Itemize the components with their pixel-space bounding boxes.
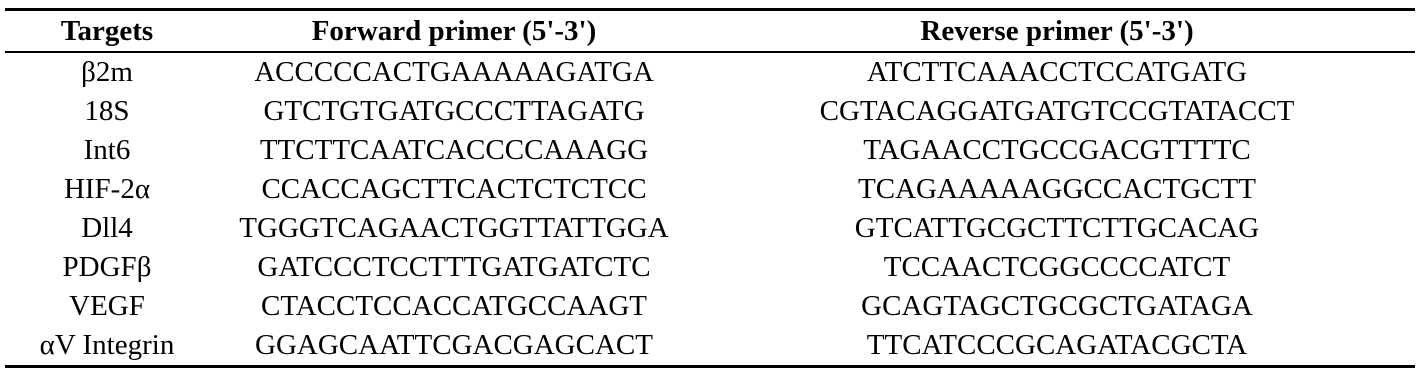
target-cell: Dll4 bbox=[81, 212, 133, 244]
forward-primer-cell: GGAGCAATTCGACGAGCACT bbox=[255, 329, 653, 361]
forward-primer-cell: CCACCAGCTTCACTCTCTCC bbox=[261, 173, 647, 205]
forward-primer-cell: TTCTTCAATCACCCCAAAGG bbox=[259, 134, 649, 166]
forward-primer-cell: TGGGTCAGAACTGGTTATTGGA bbox=[239, 212, 669, 244]
table-bottom-rule bbox=[5, 365, 1415, 368]
reverse-primer-cell: ATCTTCAAACCTCCATGATG bbox=[866, 56, 1248, 88]
target-cell: 18S bbox=[84, 95, 130, 127]
target-cell: VEGF bbox=[69, 290, 145, 322]
primer-table-grid bbox=[5, 11, 1415, 51]
forward-primer-cell: ACCCCCACTGAAAAAGATGA bbox=[254, 56, 654, 88]
primer-table-body bbox=[5, 53, 1415, 365]
table-row bbox=[5, 53, 1415, 92]
reverse-primer-cell: TCAGAAAAAGGCCACTGCTT bbox=[858, 173, 1256, 205]
table-row bbox=[5, 326, 1415, 365]
table-row bbox=[5, 131, 1415, 170]
reverse-primer-cell: GTCATTGCGCTTCTTGCACAG bbox=[854, 212, 1260, 244]
reverse-primer-cell: TAGAACCTGCCGACGTTTTC bbox=[863, 134, 1251, 166]
forward-primer-cell: GATCCCTCCTTTGATGATCTC bbox=[257, 251, 651, 283]
table-row bbox=[5, 248, 1415, 287]
primer-table bbox=[5, 8, 1415, 368]
header-reverse-primer: Reverse primer (5'-3') bbox=[920, 15, 1194, 47]
forward-primer-cell: CTACCTCCACCATGCCAAGT bbox=[260, 290, 647, 322]
reverse-primer-cell: CGTACAGGATGATGTCCGTATACCT bbox=[819, 95, 1295, 127]
target-cell: β2m bbox=[81, 56, 133, 88]
reverse-primer-cell: TTCATCCCGCAGATACGCTA bbox=[866, 329, 1248, 361]
reverse-primer-cell: TCCAACTCGGCCCCATCT bbox=[883, 251, 1231, 283]
target-cell: Int6 bbox=[83, 134, 131, 166]
header-targets: Targets bbox=[60, 15, 154, 47]
forward-primer-cell: GTCTGTGATGCCCTTAGATG bbox=[263, 95, 645, 127]
table-row bbox=[5, 209, 1415, 248]
header-row bbox=[5, 11, 1415, 51]
reverse-primer-cell: GCAGTAGCTGCGCTGATAGA bbox=[861, 290, 1253, 322]
table-row bbox=[5, 287, 1415, 326]
header-forward-primer: Forward primer (5'-3') bbox=[311, 15, 597, 47]
table-row bbox=[5, 92, 1415, 131]
target-cell: HIF-2α bbox=[63, 173, 151, 205]
table-row bbox=[5, 170, 1415, 209]
target-cell: PDGFβ bbox=[62, 251, 152, 283]
target-cell: αV Integrin bbox=[39, 329, 175, 361]
